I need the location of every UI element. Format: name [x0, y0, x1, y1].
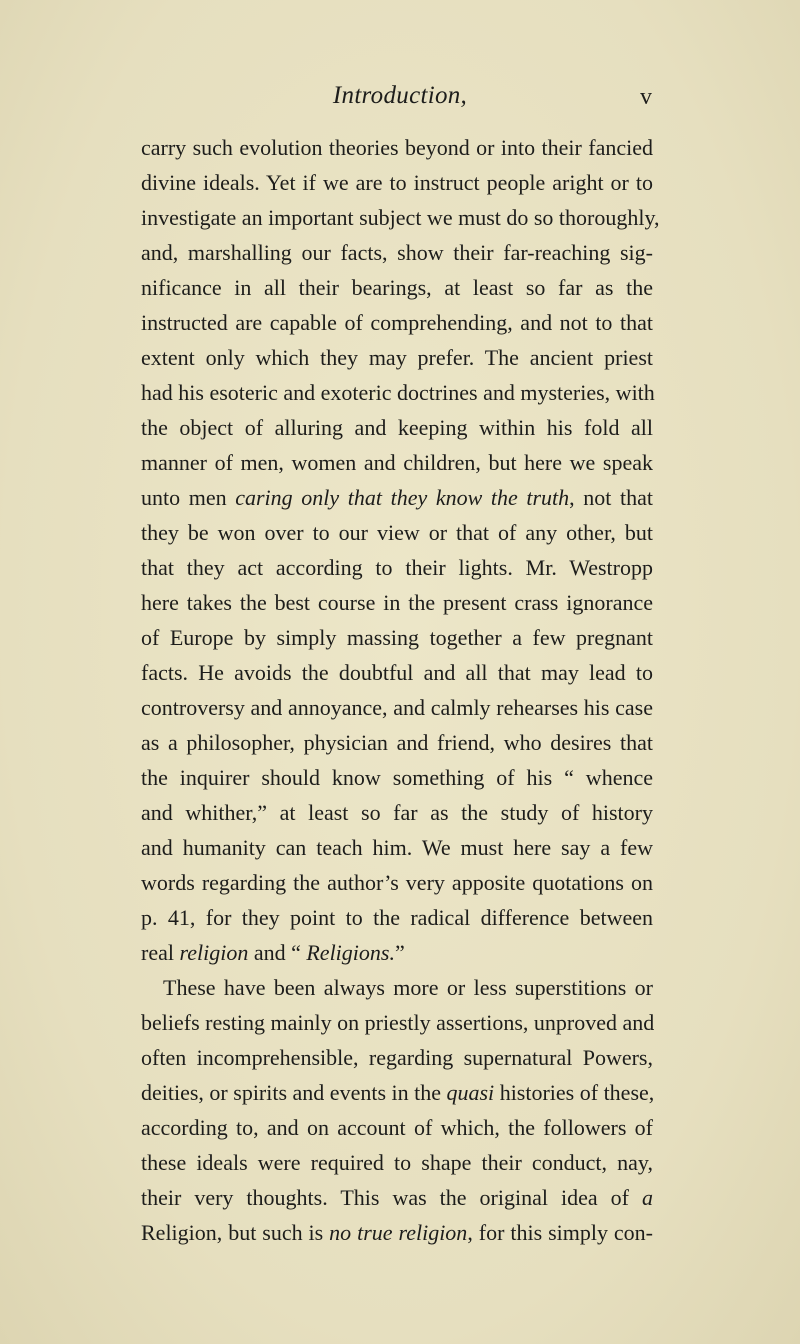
text-span: according to, and on account of which, the followers of — [141, 1115, 653, 1140]
italic-text: religion — [179, 940, 249, 965]
text-span: manner of men, women and children, but here we speak — [141, 450, 653, 475]
text-line — [141, 340, 653, 375]
text-line — [141, 375, 653, 410]
text-span: often incomprehensible, regarding supernatural Powers, — [141, 1045, 653, 1070]
text-span: controversy and annoyance, and calmly rehearses his case — [141, 695, 653, 720]
text-line — [141, 865, 653, 900]
text-span: as a philosopher, physician and friend, who desires that — [141, 730, 653, 755]
text-line — [141, 235, 653, 270]
text-span: deities, or spirits and events in the — [141, 1080, 447, 1105]
text-line — [141, 200, 660, 235]
text-span: facts. He avoids the doubtful and all that may lead to — [141, 660, 653, 685]
text-line — [141, 830, 653, 865]
text-line — [141, 760, 653, 795]
text-line — [141, 655, 653, 690]
italic-text: caring only that they know the truth — [235, 485, 570, 510]
text-line — [141, 725, 653, 760]
text-span: the inquirer should know something of his “ whence — [141, 765, 653, 790]
text-line — [141, 165, 653, 200]
text-span: had his esoteric and exoteric doctrines and mysteries, with — [141, 380, 655, 405]
text-line — [141, 410, 653, 445]
page-number: v — [640, 84, 652, 110]
text-span: of Europe by simply massing together a few pregnant — [141, 625, 653, 650]
italic-text: Religions. — [306, 940, 395, 965]
body-text — [141, 130, 660, 1250]
text-span: instructed are capable of comprehending, and not to that — [141, 310, 653, 335]
text-span: p. 41, for they point to the radical difference between — [141, 905, 653, 930]
text-line — [141, 585, 653, 620]
text-line — [141, 935, 653, 970]
text-line — [141, 130, 653, 165]
text-line — [141, 620, 653, 655]
text-span: here takes the best course in the present crass ignorance — [141, 590, 653, 615]
text-span: extent only which they may prefer. The ancient priest — [141, 345, 653, 370]
text-span: unto men — [141, 485, 236, 510]
text-span: the object of alluring and keeping within his fold all — [141, 415, 653, 440]
text-line — [141, 1040, 653, 1075]
text-span: carry such evolution theories beyond or into their fancied — [141, 135, 653, 160]
text-line — [141, 550, 653, 585]
text-span: they be won over to our view or that of any other, but — [141, 520, 653, 545]
text-span: their very thoughts. This was the original idea of — [141, 1185, 642, 1210]
text-line — [141, 1180, 653, 1215]
text-line — [141, 1145, 653, 1180]
italic-text: no true religion — [329, 1220, 468, 1245]
text-line — [141, 1215, 653, 1250]
text-span: and, marshalling our facts, show their far-reaching sig- — [141, 240, 653, 265]
text-line — [141, 690, 653, 725]
text-span: divine ideals. Yet if we are to instruct people aright or to — [141, 170, 653, 195]
italic-text: a — [642, 1185, 653, 1210]
text-span: These have been always more or less superstitions or — [163, 975, 653, 1000]
text-span: beliefs resting mainly on priestly assertions, unproved and — [141, 1010, 655, 1035]
text-line — [141, 445, 653, 480]
italic-text: quasi — [446, 1080, 495, 1105]
text-line — [141, 305, 653, 340]
text-span: real — [141, 940, 180, 965]
text-line — [141, 795, 653, 830]
text-span: these ideals were required to shape their conduct, nay, — [141, 1150, 653, 1175]
text-span: and humanity can teach him. We must here say a few — [141, 835, 653, 860]
text-line — [141, 1075, 653, 1110]
running-header: Introduction, — [332, 82, 468, 109]
text-span: that they act according to their lights. Mr. Westropp — [141, 555, 653, 580]
text-span: histories of these, — [494, 1080, 655, 1105]
text-span: words regarding the author’s very apposite quotations on — [141, 870, 653, 895]
text-span: and “ — [248, 940, 307, 965]
text-line — [141, 1005, 653, 1040]
text-span: investigate an important subject we must do so thoroughly, — [141, 205, 660, 230]
text-span: Religion, but such is — [141, 1220, 330, 1245]
text-line — [141, 480, 653, 515]
text-line — [141, 270, 653, 305]
text-line — [141, 900, 653, 935]
text-span: , for this simply con- — [467, 1220, 653, 1245]
text-span: , not that — [569, 485, 653, 510]
text-span: and whither,” at least so far as the study of history — [141, 800, 653, 825]
text-line — [141, 970, 653, 1005]
text-line — [141, 515, 653, 550]
text-span: ” — [394, 940, 405, 965]
text-span: nificance in all their bearings, at least so far as the — [141, 275, 653, 300]
text-line — [141, 1110, 653, 1145]
